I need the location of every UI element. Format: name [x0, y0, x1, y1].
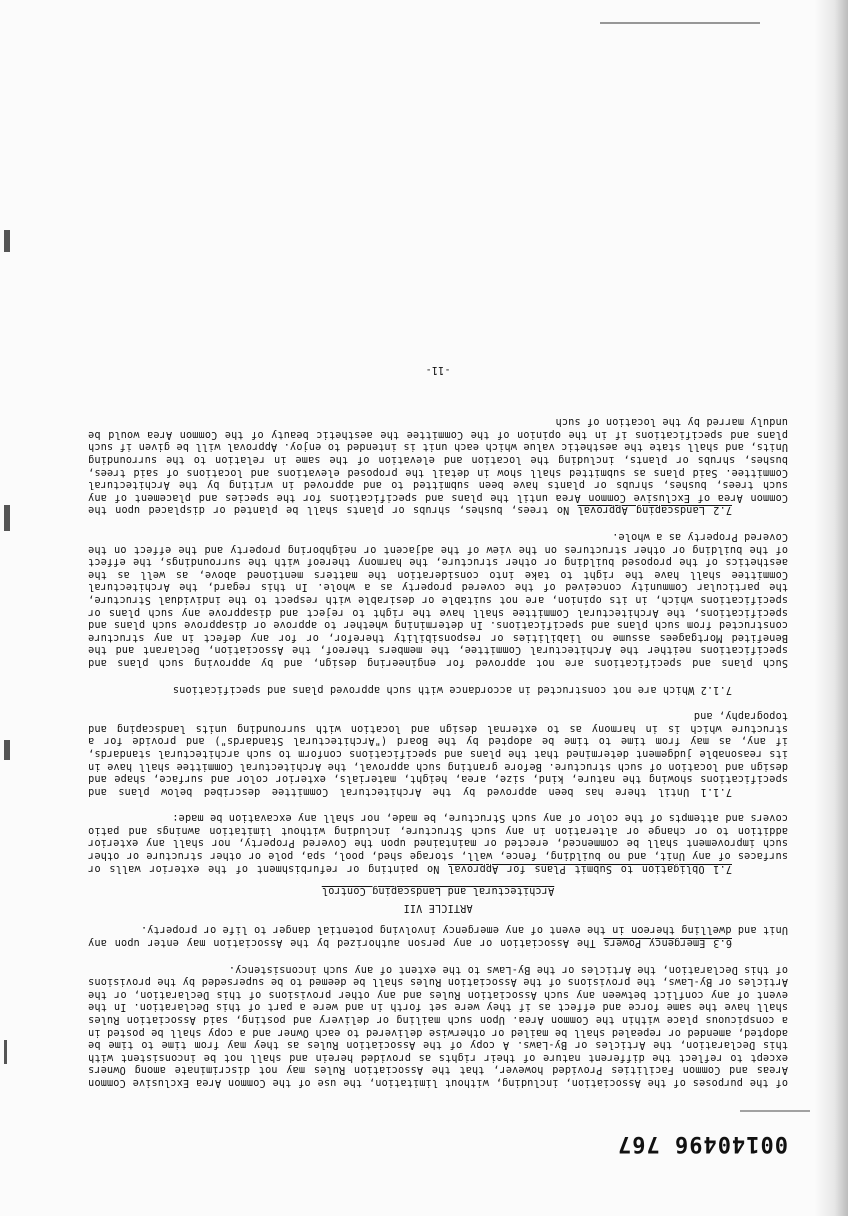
emergency-powers-paragraph [88, 923, 788, 948]
clause-7-1-1-label: 7.1.1 [700, 785, 732, 797]
scan-speck [740, 1110, 810, 1112]
clause-7-2-label: 7.2 Landscaping Approval [577, 504, 732, 516]
page-number: -11- [425, 363, 451, 375]
clause-7-2 [88, 415, 788, 516]
clause-7-1-text: No painting or refurbishment of the exterior walls or surfaces of any Unit, and no building, fence, wall, storage shed, pool, spa, pole or other structure or other such improvement shall be commenced, erected or maintained upon the Covered Property, nor shall any exterior addition to or change or alteration in any such Structure, including without limitation awnings and patio covers and attempts of the color of any such Structure, be made, nor shall any excavation be made: [88, 812, 788, 874]
emergency-powers-text: The Association or any person authorized by the Association may enter upon any Unit and dwelling thereon in the event of any emergency involving potential danger to life or property. [88, 924, 788, 949]
association-rules-paragraph: of the purposes of the Association, including, without limitation, the use of the Common Area Exclusive Common Areas and Common Facilities Provided however, that the Association Rules may not discriminate among Owners except to reflect the different nature of their rights as provided herein and shall not be inconsistent with this Declaration, the Articles or By-Laws. A copy of the Association Rules as they may from time to time be adopted, amended or repealed shall be mailed or otherwise delivered to each Owner and a copy shall be posted in a conspicuous place within the Common Area. Upon such mailing or delivery and posting, said Association Rules shall have the same force and effect as if they were set forth in and were a part of this Declaration. In the event of any conflict between any such Association Rules and any other provisions of this Declaration, or the Articles or By-Laws, the provisions of the Association Rules shall be deemed to be superseded by the provisions of this Declaration, the Articles or the By-Laws to the extent of any such inconsistency. [88, 963, 788, 1088]
page-body [88, 362, 788, 1158]
clause-7-1-2-text: Which are not constructed in accordance with such approved plans and specifications [172, 683, 695, 695]
plans-disclaimer-paragraph: Such plans and specifications are not approved for engineering design, and by approving such plans and specifications neither the Architectural Committee, the members thereof, the Association, Declarant and the Benefited Mortgagees assume no liabilities or responsibility therefor, or for any defect in any structure constructed from such plans and specifications. In determining whether to approve or disapprove such plans and specifications, the Architectural Committee shall have the right to reject and disapprove any such plans or specifications which, in its opinion, are not suitable or desirable with respect to the individual Structure, the particular Community conceived of the covered property as a whole. In this regard, the Architectural Committee shall have the right to take into consideration the matters mentioned above, as well as the aesthetics of the proposed building or other structure, the harmony thereof with the surroundings, the effect of the building or other structures on the view of the adjacent or neighboring property and the effect on the Covered Property as a whole. [88, 531, 788, 668]
clause-7-1-label: 7.1 Obligation to Submit Plans for Approval [448, 862, 732, 874]
scan-mark [4, 230, 10, 252]
scan-mark [4, 1040, 7, 1064]
clause-7-1-1 [88, 709, 788, 797]
document-recording-number: 00140496 767 [617, 1131, 788, 1156]
clause-7-1-2-label: 7.1.2 [700, 683, 732, 695]
article-subheading: Architectural and Landscaping Control [321, 885, 555, 897]
scan-speck [600, 22, 760, 24]
clause-7-1 [88, 811, 788, 874]
clause-7-2-text: No trees, bushes, shrubs or plants shall be planted or displaced upon the Common Area of Exclusive Common Area until the plans and specifications for the species and placement of any such trees, bushes, shrubs or plants have been submitted to and approved in writing by the Architectural Committee. Said plans as submitted shall show in detail the proposed elevations and locations of said trees, bushes, shrubs or plants, including the location and elevation of the same in relation to the surrounding Units, and shall state the aesthetic value which each unit is intended to enjoy. Approval will be given if such plans and specifications if in the opinion of the Committee the aesthetic beauty of the Common Area would be unduly marred by the location of such [88, 416, 788, 516]
emergency-powers-label: 6.3 Emergency Powers [603, 937, 732, 949]
article-heading: ARTICLE VII [403, 901, 473, 913]
clause-7-1-1-text: Until there has been approved by the Architectural Committee described below plans and specifications showing the nature, kind, size, area, height, materials, exterior color and surface, shape and design and location of such structure. Before granting such approval, the Architectural Committee shall have in its reasonable judgement determined that the plans and specifications conform to such architectural standards, if any, as may from time to time be adopted by the Board ("Architectural Standards") and provide for a structure which is in harmony as to external design and location with surrounding units landscaping and topography, and [88, 710, 788, 797]
clause-7-1-2 [88, 682, 788, 695]
scan-edge-shadow [814, 0, 848, 1216]
scan-mark [4, 505, 10, 531]
scan-mark [4, 740, 10, 760]
